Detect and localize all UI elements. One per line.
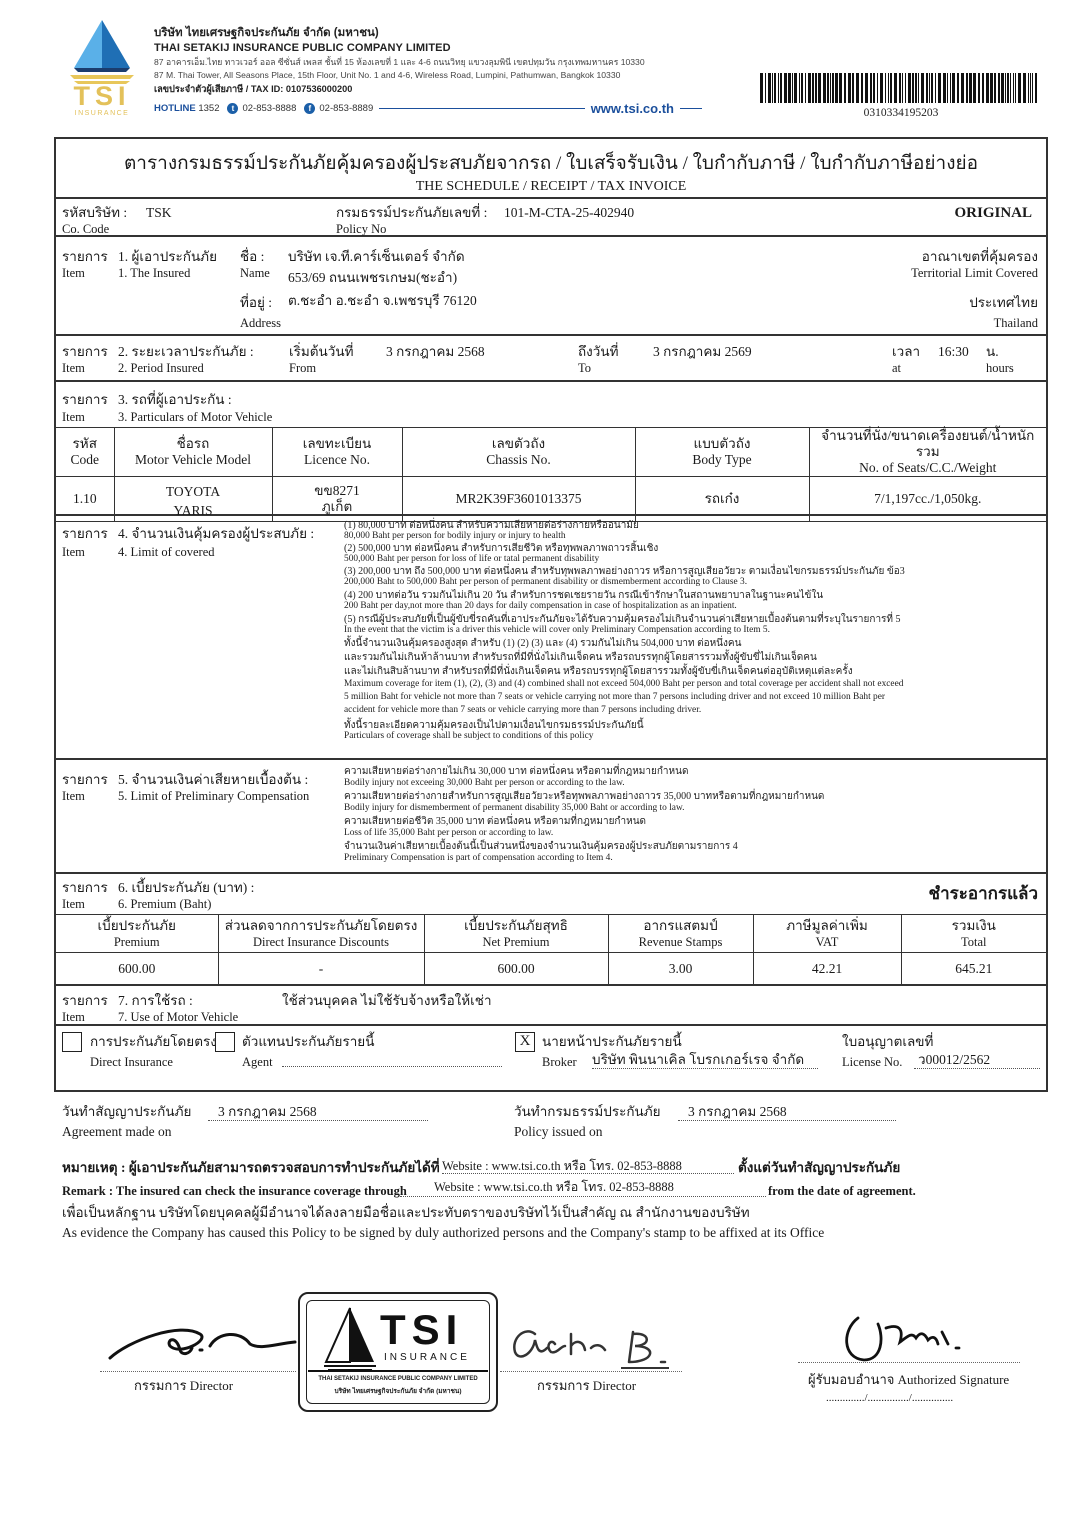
total-value: 645.21 — [901, 953, 1046, 985]
vehicle-title-en: 3. Particulars of Motor Vehicle — [118, 410, 273, 424]
premium-title-th: 6. เบี้ยประกันภัย (บาท) : — [118, 880, 255, 895]
company-name-th: บริษัท ไทยเศรษฐกิจประกันภัย จำกัด (มหาชน) — [154, 27, 379, 39]
time-label-th: เวลา — [892, 344, 921, 359]
copy-type-badge: ORIGINAL — [954, 205, 1032, 221]
col-revenue-stamps: อากรแสตมป์ Revenue Stamps — [608, 915, 753, 953]
address-label-th: ที่อยู่ : — [240, 295, 273, 310]
website-link[interactable]: www.tsi.co.th — [590, 100, 674, 116]
fax-number: 02-853-8889 — [319, 102, 374, 114]
vehicle-seats-cc-weight: 7/1,197cc./1,050kg. — [809, 477, 1046, 522]
broker-name-underline — [592, 1068, 818, 1069]
remark-th-website[interactable]: Website : www.tsi.co.th หรือ โทร. 02-853-8888 — [442, 1159, 682, 1173]
company-info — [154, 26, 645, 97]
max-coverage-en: Maximum coverage for item (1), (2), (3) and (4) combined shall not exceed 504,000 Baht per person and total coverage per accident shall not exceed — [344, 679, 904, 689]
stamp-company-en: THAI SETAKIJ INSURANCE PUBLIC COMPANY LIMITED — [318, 1376, 478, 1382]
stamp-pyramid-icon — [322, 1306, 378, 1372]
item-label-en: Item — [62, 897, 85, 911]
hours-label-th: น. — [986, 344, 999, 359]
remark-en-prefix: Remark : The insured can check the insurance coverage through — [62, 1184, 407, 1198]
revenue-stamps-value: 3.00 — [608, 953, 753, 985]
issued-date: 3 กรกฎาคม 2568 — [688, 1104, 787, 1119]
item-label-th: รายการ — [62, 772, 108, 787]
policy-no-label-th: กรมธรรม์ประกันภัยเลขที่ : — [336, 205, 488, 220]
license-number: ว00012/2562 — [918, 1052, 991, 1067]
agent-name-field — [282, 1066, 502, 1067]
address-label-en: Address — [240, 316, 281, 330]
address-en: 87 M. Thai Tower, All Seasons Place, 15th Floor, Unit No. 1 and 4-6, Wireless Road, Lumpini, Pathumwan, Bangkok 10330 — [154, 70, 621, 80]
logo-text: TSI — [73, 81, 131, 111]
item-label-th: รายการ — [62, 526, 108, 541]
item-label-en: Item — [62, 410, 85, 424]
item-label-th: รายการ — [62, 392, 108, 407]
director2-label: กรรมการ Director — [537, 1378, 637, 1393]
table-row — [56, 477, 1046, 522]
vehicle-chassis: MR2K39F3601013375 — [402, 477, 635, 522]
license-label-th: ใบอนุญาตเลขที่ — [842, 1034, 934, 1049]
item-label-th: รายการ — [62, 249, 108, 264]
coverage-line-th: (4) 200 บาทต่อวัน รวมกันไม่เกิน 20 วัน สำหรับการชดเชยรายวัน กรณีเข้ารักษาในสถานพยาบาลในฐานะคนไข้ใน — [344, 590, 824, 601]
item-label-en: Item — [62, 1010, 85, 1024]
max-coverage-th: และรวมกันไม่เกินห้าล้านบาท สำหรับรถที่มีที่นั่งไม่เกินเจ็ดคน หรือรถบรรทุกผู้โดยสารรวมทั้งผู้ขับขี่ไม่เกินเจ็ดคน — [344, 652, 817, 663]
divider-line — [379, 108, 584, 109]
stamp-company-th: บริษัท ไทยเศรษฐกิจประกันภัย จำกัด (มหาชน) — [334, 1388, 462, 1395]
coverage-note-th: ทั้งนี้รายละเอียดความคุ้มครองเป็นไปตามเงื่อนไขกรมธรรม์ประกันภัยนี้ — [344, 720, 644, 731]
barcode — [760, 73, 1042, 103]
compensation-line-th: ความเสียหายต่อชีวิต 35,000 บาท ต่อหนึ่งคน หรือตามที่กฎหมายกำหนด — [344, 816, 647, 827]
vehicle-licence: ขข8271 ภูเก็ต — [272, 477, 402, 522]
vehicle-code: 1.10 — [56, 477, 114, 522]
max-coverage-th: และไม่เกินสิบล้านบาท สำหรับรถที่มีที่นั่งเกินเจ็ดคน หรือรถบรรทุกผู้โดยสารรวมทั้งผู้ขับขี่เกินเจ็ดคนต่ออุบัติเหตุแต่ละครั้ง — [344, 666, 853, 677]
premium-section — [56, 874, 1046, 986]
premium-title-en: 6. Premium (Baht) — [118, 897, 212, 911]
hotline-label: HOTLINE — [154, 102, 196, 114]
usage-section — [56, 986, 1046, 1026]
insured-address-line1: 653/69 ถนนเพชรเกษม(ชะอำ) — [288, 270, 458, 285]
direct-insurance-label-en: Direct Insurance — [90, 1055, 173, 1069]
col-seats-cc-weight: จำนวนที่นั่ง/ขนาดเครื่องยนต์/น้ำหนักรวม No. of Seats/C.C./Weight — [809, 428, 1046, 477]
evidence-en: As evidence the Company has caused this Policy to be signed by duly authorized persons and the Company's stamp to be affixed at its Office — [62, 1225, 825, 1240]
hours-label-en: hours — [986, 361, 1014, 375]
net-premium-value: 600.00 — [424, 953, 608, 985]
usage-title-th: 7. การใช้รถ : — [118, 993, 193, 1008]
remark-th-prefix: หมายเหตุ : ผู้เอาประกันภัยสามารถตรวจสอบการทำประกันภัยได้ที่ — [62, 1160, 440, 1175]
coverage-line-en: 200,000 Baht to 500,000 Baht per person of permanent disability or dismemberment according to Clause 3. — [344, 577, 748, 587]
period-from-date: 3 กรกฎาคม 2568 — [386, 344, 485, 359]
document-title-th: ตารางกรมธรรม์ประกันภัยคุ้มครองผู้ประสบภัยจากรถ / ใบเสร็จรับเงิน / ใบกำกับภาษี / ใบกำกับภาษีอย่างย่อ — [123, 153, 979, 174]
policy-id-section — [56, 199, 1046, 237]
authorized-signature-label: ผู้รับมอบอำนาจ Authorized Signature — [808, 1372, 1010, 1387]
item-label-en: Item — [62, 789, 85, 803]
insured-title-en: 1. The Insured — [118, 266, 191, 280]
col-chassis: เลขตัวถัง Chassis No. — [402, 428, 635, 477]
coverage-line-en: 200 Baht per day,not more than 20 days for daily compensation in case of hospitalization as an inpatient. — [344, 601, 737, 611]
period-title-en: 2. Period Insured — [118, 361, 204, 375]
broker-label-en: Broker — [542, 1055, 577, 1069]
authorized-date-blank: ............../.............../............... — [826, 1392, 954, 1404]
vat-value: 42.21 — [753, 953, 901, 985]
period-title-th: 2. ระยะเวลาประกันภัย : — [118, 344, 254, 359]
name-label-en: Name — [240, 266, 270, 280]
compensation-line-th: ความเสียหายต่อร่างกายสำหรับการสูญเสียอวัยวะหรือทุพพลภาพอย่างถาวร 35,000 บาทหรือตามที่กฎหมายกำหนด — [344, 791, 825, 802]
col-net-premium: เบี้ยประกันภัยสุทธิ Net Premium — [424, 915, 608, 953]
director1-signature-icon — [100, 1310, 300, 1370]
issued-label-en: Policy issued on — [514, 1124, 603, 1139]
agent-checkbox[interactable] — [215, 1032, 235, 1052]
premium-table — [56, 914, 1046, 985]
remark-en-website[interactable]: Website : www.tsi.co.th หรือ โทร. 02-853-8888 — [434, 1180, 674, 1194]
compensation-line-en: Bodily injury for dismemberment of permanent disability 35,000 Baht or according to law. — [344, 803, 685, 813]
limit-title-en: 4. Limit of covered — [118, 545, 215, 559]
vehicle-title-th: 3. รถที่ผู้เอาประกัน : — [118, 392, 232, 407]
item-label-th: รายการ — [62, 993, 108, 1008]
vehicle-model: TOYOTA YARIS — [114, 477, 272, 522]
coverage-line-en: 500,000 Baht per person for loss of life or tatal permanent disability — [344, 554, 600, 564]
limit-covered-section — [56, 516, 1046, 760]
period-to-date: 3 กรกฎาคม 2569 — [653, 344, 752, 359]
document-title-en: THE SCHEDULE / RECEIPT / TAX INVOICE — [415, 179, 687, 194]
co-code-label-th: รหัสบริษัท : — [62, 205, 128, 220]
item-label-th: รายการ — [62, 880, 108, 895]
direct-insurance-label-th: การประกันภัยโดยตรง — [90, 1034, 217, 1049]
col-vat: ภาษีมูลค่าเพิ่ม VAT — [753, 915, 901, 953]
agreement-label-en: Agreement made on — [62, 1124, 172, 1139]
col-discount: ส่วนลดจากการประกันภัยโดยตรง Direct Insurance Discounts — [218, 915, 424, 953]
max-coverage-en: 5 million Baht for vehicle not more than 7 seats or vehicle carrying not more than 7 persons including driver and not exceed 10 million Baht per — [344, 692, 886, 702]
to-label-th: ถึงวันที่ — [578, 344, 619, 359]
director1-label: กรรมการ Director — [134, 1378, 234, 1393]
address-th: 87 อาคารเอ็ม.ไทย ทาวเวอร์ ออล ซีซั่นส์ เพลส ชั้นที่ 15 ห้องเลขที่ 1 และ 4-6 ถนนวิทยุ แขวงลุมพินี เขตปทุมวัน กรุงเทพมหานคร 10330 — [154, 57, 645, 67]
stamp-logo-text: TSI — [380, 1306, 464, 1353]
item-label-en: Item — [62, 361, 85, 375]
company-stamp — [298, 1292, 498, 1412]
compensation-line-en: Bodily injury not exceeing 30,000 Baht per person or according to the law. — [344, 778, 625, 788]
time-label-en: at — [892, 361, 902, 375]
agent-label-en: Agent — [242, 1055, 273, 1069]
evidence-th: เพื่อเป็นหลักฐาน บริษัทโดยบุคคลผู้มีอำนาจได้ลงลายมือชื่อและประทับตราของบริษัทไว้เป็นสำคัญ ณ สำนักงานของบริษัท — [62, 1205, 750, 1220]
logo-subtext: INSURANCE — [74, 110, 130, 117]
authorized-signature-icon — [838, 1310, 988, 1365]
premium-value: 600.00 — [56, 953, 218, 985]
company-name-en: THAI SETAKIJ INSURANCE PUBLIC COMPANY LIMITED — [154, 42, 451, 54]
company-logo — [66, 18, 138, 118]
stamp-logo-sub: INSURANCE — [384, 1352, 470, 1363]
territory-th: ประเทศไทย — [969, 295, 1038, 310]
preliminary-title-th: 5. จำนวนเงินค่าเสียหายเบื้องต้น : — [118, 772, 309, 787]
col-code: รหัส Code — [56, 428, 114, 477]
preliminary-title-en: 5. Limit of Preliminary Compensation — [118, 789, 310, 803]
insured-address-line2: ต.ชะอำ อ.ชะอำ จ.เพชรบุรี 76120 — [288, 293, 477, 308]
coverage-line-th: (2) 500,000 บาท ต่อหนึ่งคน สำหรับการเสียชีวิต หรือทุพพลภาพถาวรสิ้นเชิง — [344, 543, 659, 554]
broker-checkbox[interactable]: X — [515, 1032, 535, 1052]
fax-icon: f — [304, 103, 315, 114]
hotline-number: 1352 — [198, 102, 220, 114]
policy-no-label-en: Policy No — [336, 222, 387, 236]
director2-signature-icon — [505, 1318, 685, 1374]
coverage-line-en: In the event that the victim is a driver this vehicle will cover only Preliminary Compensation according to Item 5. — [344, 625, 770, 635]
discount-value: - — [218, 953, 424, 985]
max-coverage-en: accident for vehicle more than 7 seats or vehicle carrying more than 7 persons including driver. — [344, 705, 702, 715]
preliminary-compensation-section — [56, 760, 1046, 874]
agreement-date: 3 กรกฎาคม 2568 — [218, 1104, 317, 1119]
compensation-line-en: Loss of life 35,000 Baht per person or according to law. — [344, 828, 554, 838]
col-licence: เลขทะเบียน Licence No. — [272, 428, 402, 477]
remark-th-suffix: ตั้งแต่วันทำสัญญาประกันภัย — [738, 1160, 901, 1175]
table-row — [56, 953, 1046, 985]
insured-name: บริษัท เจ.ที.คาร์เซ็นเตอร์ จำกัด — [288, 249, 465, 264]
from-label-en: From — [289, 361, 317, 375]
vehicle-table — [56, 427, 1046, 522]
item-label-en: Item — [62, 545, 85, 559]
coverage-line-en: 80,000 Baht per person for bodily injury or injury to health — [344, 531, 566, 541]
policy-schedule-frame — [54, 137, 1048, 1092]
barcode-number: 0310334195203 — [863, 107, 939, 119]
table-header-row — [56, 428, 1046, 477]
col-premium: เบี้ยประกันภัย Premium — [56, 915, 218, 953]
item-label-th: รายการ — [62, 344, 108, 359]
item-label-en: Item — [62, 266, 85, 280]
usage-value: ใช้ส่วนบุคคล ไม่ใช้รับจ้างหรือให้เช่า — [282, 993, 492, 1008]
policy-no-value: 101-M-CTA-25-402940 — [504, 205, 635, 220]
agent-label-th: ตัวแทนประกันภัยรายนี้ — [242, 1034, 375, 1049]
col-body-type: แบบตัวถัง Body Type — [635, 428, 809, 477]
limit-title-th: 4. จำนวนเงินคุ้มครองผู้ประสบภัย : — [118, 526, 315, 541]
col-model: ชื่อรถ Motor Vehicle Model — [114, 428, 272, 477]
compensation-line-th: จำนวนเงินค่าเสียหายเบื้องต้นนี้เป็นส่วนหนึ่งของจำนวนเงินคุ้มครองผู้ประสบภัยตามรายการ 4 — [344, 841, 738, 852]
authorized-signature-line — [798, 1362, 1020, 1363]
from-label-th: เริ่มต้นวันที่ — [289, 344, 354, 359]
coverage-line-th: (3) 200,000 บาท ถึง 500,000 บาท ต่อหนึ่งคน สำหรับทุพพลภาพอย่างถาวร หรือการสูญเสียอวัยวะ ตามเงื่อนไขกรมธรรม์ประกันภัย ข้อ3 — [344, 566, 905, 577]
broker-name: บริษัท พินนาเคิล โบรกเกอร์เรจ จำกัด — [592, 1052, 805, 1067]
territory-label-en: Territorial Limit Covered — [911, 266, 1038, 280]
coverage-line-th: (1) 80,000 บาท ต่อหนึ่งคน สำหรับความเสียหายต่อร่างกายหรืออนามัย — [344, 520, 639, 531]
broker-label-th: นายหน้าประกันภัยรายนี้ — [542, 1034, 682, 1049]
territory-en: Thailand — [993, 316, 1038, 330]
agreement-label-th: วันทำสัญญาประกันภัย — [62, 1104, 192, 1119]
period-time: 16:30 — [938, 344, 969, 359]
phone-icon: t — [227, 103, 238, 114]
compensation-line-th: ความเสียหายต่อร่างกายไม่เกิน 30,000 บาท ต่อหนึ่งคน หรือตามที่กฎหมายกำหนด — [344, 766, 689, 777]
co-code-value: TSK — [146, 205, 172, 220]
license-label-en: License No. — [842, 1055, 903, 1069]
compensation-line-en: Preliminary Compensation is part of compensation according to Item 4. — [344, 853, 613, 863]
direct-insurance-checkbox[interactable] — [62, 1032, 82, 1052]
insured-title-th: 1. ผู้เอาประกันภัย — [118, 249, 217, 264]
contact-row — [154, 100, 702, 116]
divider-line — [680, 108, 702, 109]
remark-en-underline — [400, 1196, 766, 1197]
vehicle-section — [56, 382, 1046, 516]
table-header-row — [56, 915, 1046, 953]
max-coverage-th: ทั้งนี้จำนวนเงินคุ้มครองสูงสุด สำหรับ (1) (2) (3) และ (4) รวมกันไม่เกิน 504,000 บาท ต่อหนึ่งคน — [344, 638, 742, 649]
usage-title-en: 7. Use of Motor Vehicle — [118, 1010, 239, 1024]
issued-date-underline — [678, 1120, 896, 1121]
col-total: รวมเงิน Total — [901, 915, 1046, 953]
stamp-duty-paid-label: ชำระอากรแล้ว — [928, 884, 1038, 903]
co-code-label-en: Co. Code — [62, 222, 110, 236]
director2-signature-line — [500, 1371, 682, 1372]
territory-label-th: อาณาเขตที่คุ้มครอง — [921, 249, 1038, 264]
insured-section — [56, 237, 1046, 336]
coverage-note-en: Particulars of coverage shall be subject to conditions of this policy — [344, 731, 594, 741]
name-label-th: ชื่อ : — [240, 249, 265, 264]
period-section — [56, 336, 1046, 382]
license-underline — [914, 1068, 1040, 1069]
issued-label-th: วันทำกรมธรรม์ประกันภัย — [514, 1104, 661, 1119]
tax-id: เลขประจำตัวผู้เสียภาษี / TAX ID: 0107536000200 — [154, 84, 353, 94]
phone-number: 02-853-8888 — [242, 102, 297, 114]
to-label-en: To — [578, 361, 592, 375]
distribution-channel-section — [56, 1026, 1046, 1092]
remark-en-suffix: from the date of agreement. — [768, 1184, 916, 1198]
vehicle-body-type: รถเก๋ง — [635, 477, 809, 522]
document-title-section — [56, 139, 1046, 199]
coverage-line-th: (5) กรณีผู้ประสบภัยที่เป็นผู้ขับขี่รถคันที่เอาประกันภัยจะได้รับความคุ้มครองไม่เกินจำนวนค่าเสียหายเบื้องต้นตามที่ระบุในรายการที่ 5 — [344, 614, 901, 625]
director1-signature-line — [100, 1371, 296, 1372]
agreement-date-underline — [208, 1120, 428, 1121]
